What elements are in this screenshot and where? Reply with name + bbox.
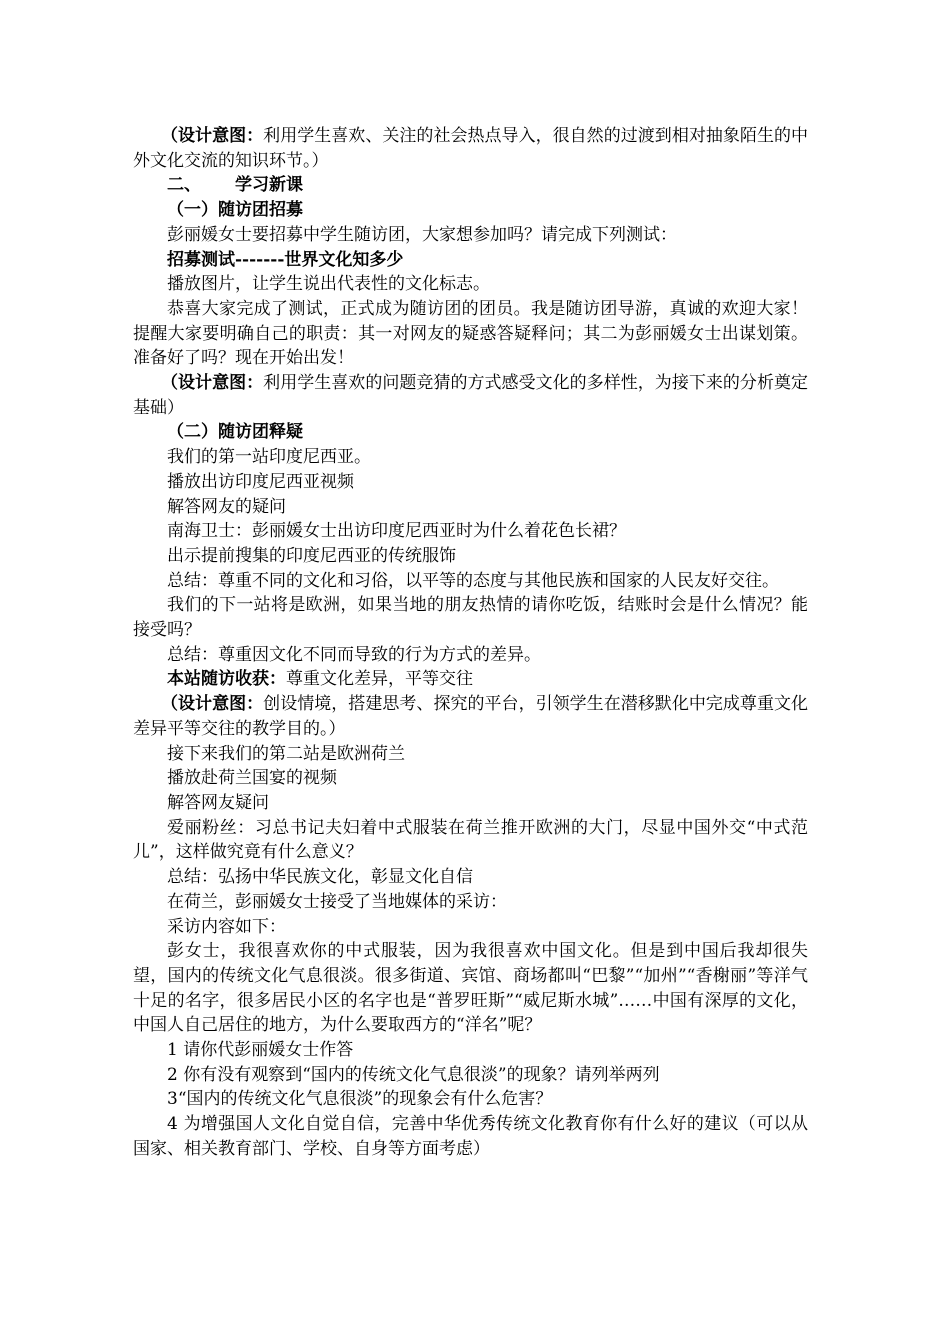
question-item: 3“国内的传统文化气息很淡”的现象会有什么危害？: [167, 1089, 553, 1110]
paragraph: 南海卫士：彭丽媛女士出访印度尼西亚时为什么着花色长裙？: [167, 521, 626, 542]
paragraph: 爱丽粉丝：习总书记夫妇着中式服装在荷兰推开欧洲的大门，尽显中国外交“中式范儿”，这样做究竟有什么意义？: [133, 817, 808, 863]
paragraph: 采访内容如下：: [167, 916, 286, 937]
design-intent-label: （设计意图：: [161, 694, 264, 715]
paragraph-text: 创设情境，搭建思考、探究的平台，引领学生在潜移默化中完成尊重文化差异平等交往的教学目的。）: [133, 694, 809, 739]
paragraph: 解答网友疑问: [167, 792, 269, 813]
paragraph: 出示提前搜集的印度尼西亚的传统服饰: [167, 545, 456, 566]
section-number: 二、: [167, 175, 201, 196]
design-intent-paragraph: [133, 692, 808, 741]
paragraph: 彭丽媛女士要招募中学生随访团，大家想参加吗？请完成下列测试：: [167, 224, 677, 245]
paragraph: 彭女士，我很喜欢你的中式服装，因为我很喜欢中国文化。但是到中国后我却很失望，国内的传统文化气息很淡。很多街道、宾馆、商场都叫“巴黎”“加州”“香榭丽”等洋气十足的名字，很多居民小区的名字也是“普罗旺斯”“威尼斯水城”……中国有深厚的文化，中国人自己居住的地方，为什么要取西方的“洋名”呢？: [133, 941, 808, 1036]
paragraph: 播放出访印度尼西亚视频: [167, 471, 354, 492]
paragraph: 恭喜大家完成了测试，正式成为随访团的团员。我是随访团导游，真诚的欢迎大家！提醒大家要明确自己的职责：其一对网友的疑惑答疑释问；其二为彭丽媛女士出谋划策。准备好了吗？现在开始出发！: [133, 298, 808, 369]
paragraph: 接下来我们的第二站是欧洲荷兰: [167, 743, 405, 764]
subsection-heading: （一）随访团招募: [167, 200, 303, 221]
paragraph: 总结：尊重不同的文化和习俗，以平等的态度与其他民族和国家的人民友好交往。: [167, 570, 779, 591]
section-heading: [133, 173, 808, 198]
design-intent-paragraph: [133, 371, 808, 420]
design-intent-paragraph: [133, 124, 808, 173]
subsection-heading: 招募测试-------世界文化知多少: [167, 249, 404, 270]
paragraph: 我们的第一站印度尼西亚。: [167, 447, 371, 468]
question-item: 1 请你代彭丽媛女士作答: [167, 1040, 354, 1061]
gain-paragraph: [133, 667, 808, 692]
design-intent-label: （设计意图：: [161, 126, 264, 146]
section-title: 学习新课: [235, 175, 303, 196]
gain-label: 本站随访收获：: [167, 669, 286, 690]
paragraph: 播放赴荷兰国宴的视频: [167, 768, 337, 789]
subsection-heading: （二）随访团释疑: [167, 422, 303, 443]
design-intent-label: （设计意图：: [161, 373, 264, 394]
paragraph: 解答网友的疑问: [167, 496, 286, 517]
paragraph: 总结：弘扬中华民族文化，彰显文化自信: [167, 867, 473, 888]
paragraph-text: 尊重文化差异，平等交往: [286, 669, 473, 690]
paragraph: 总结：尊重因文化不同而导致的行为方式的差异。: [167, 644, 541, 665]
paragraph: 播放图片，让学生说出代表性的文化标志。: [167, 274, 490, 295]
question-item: 4 为增强国人文化自觉自信，完善中华优秀传统文化教育你有什么好的建议（可以从国家、相关教育部门、学校、自身等方面考虑）: [133, 1114, 808, 1159]
paragraph: 在荷兰，彭丽媛女士接受了当地媒体的采访：: [167, 891, 507, 912]
question-item: 2 你有没有观察到“国内的传统文化气息很淡”的现象？请列举两列: [167, 1064, 660, 1085]
paragraph: 我们的下一站将是欧洲，如果当地的朋友热情的请你吃饭，结账时会是什么情况？能接受吗？: [133, 595, 808, 641]
paragraph-text: 利用学生喜欢的问题竞猜的方式感受文化的多样性，为接下来的分析奠定基础）: [133, 373, 809, 418]
paragraph-text: 利用学生喜欢、关注的社会热点导入，很自然的过渡到相对抽象陌生的中外文化交流的知识环节。）: [133, 126, 809, 171]
